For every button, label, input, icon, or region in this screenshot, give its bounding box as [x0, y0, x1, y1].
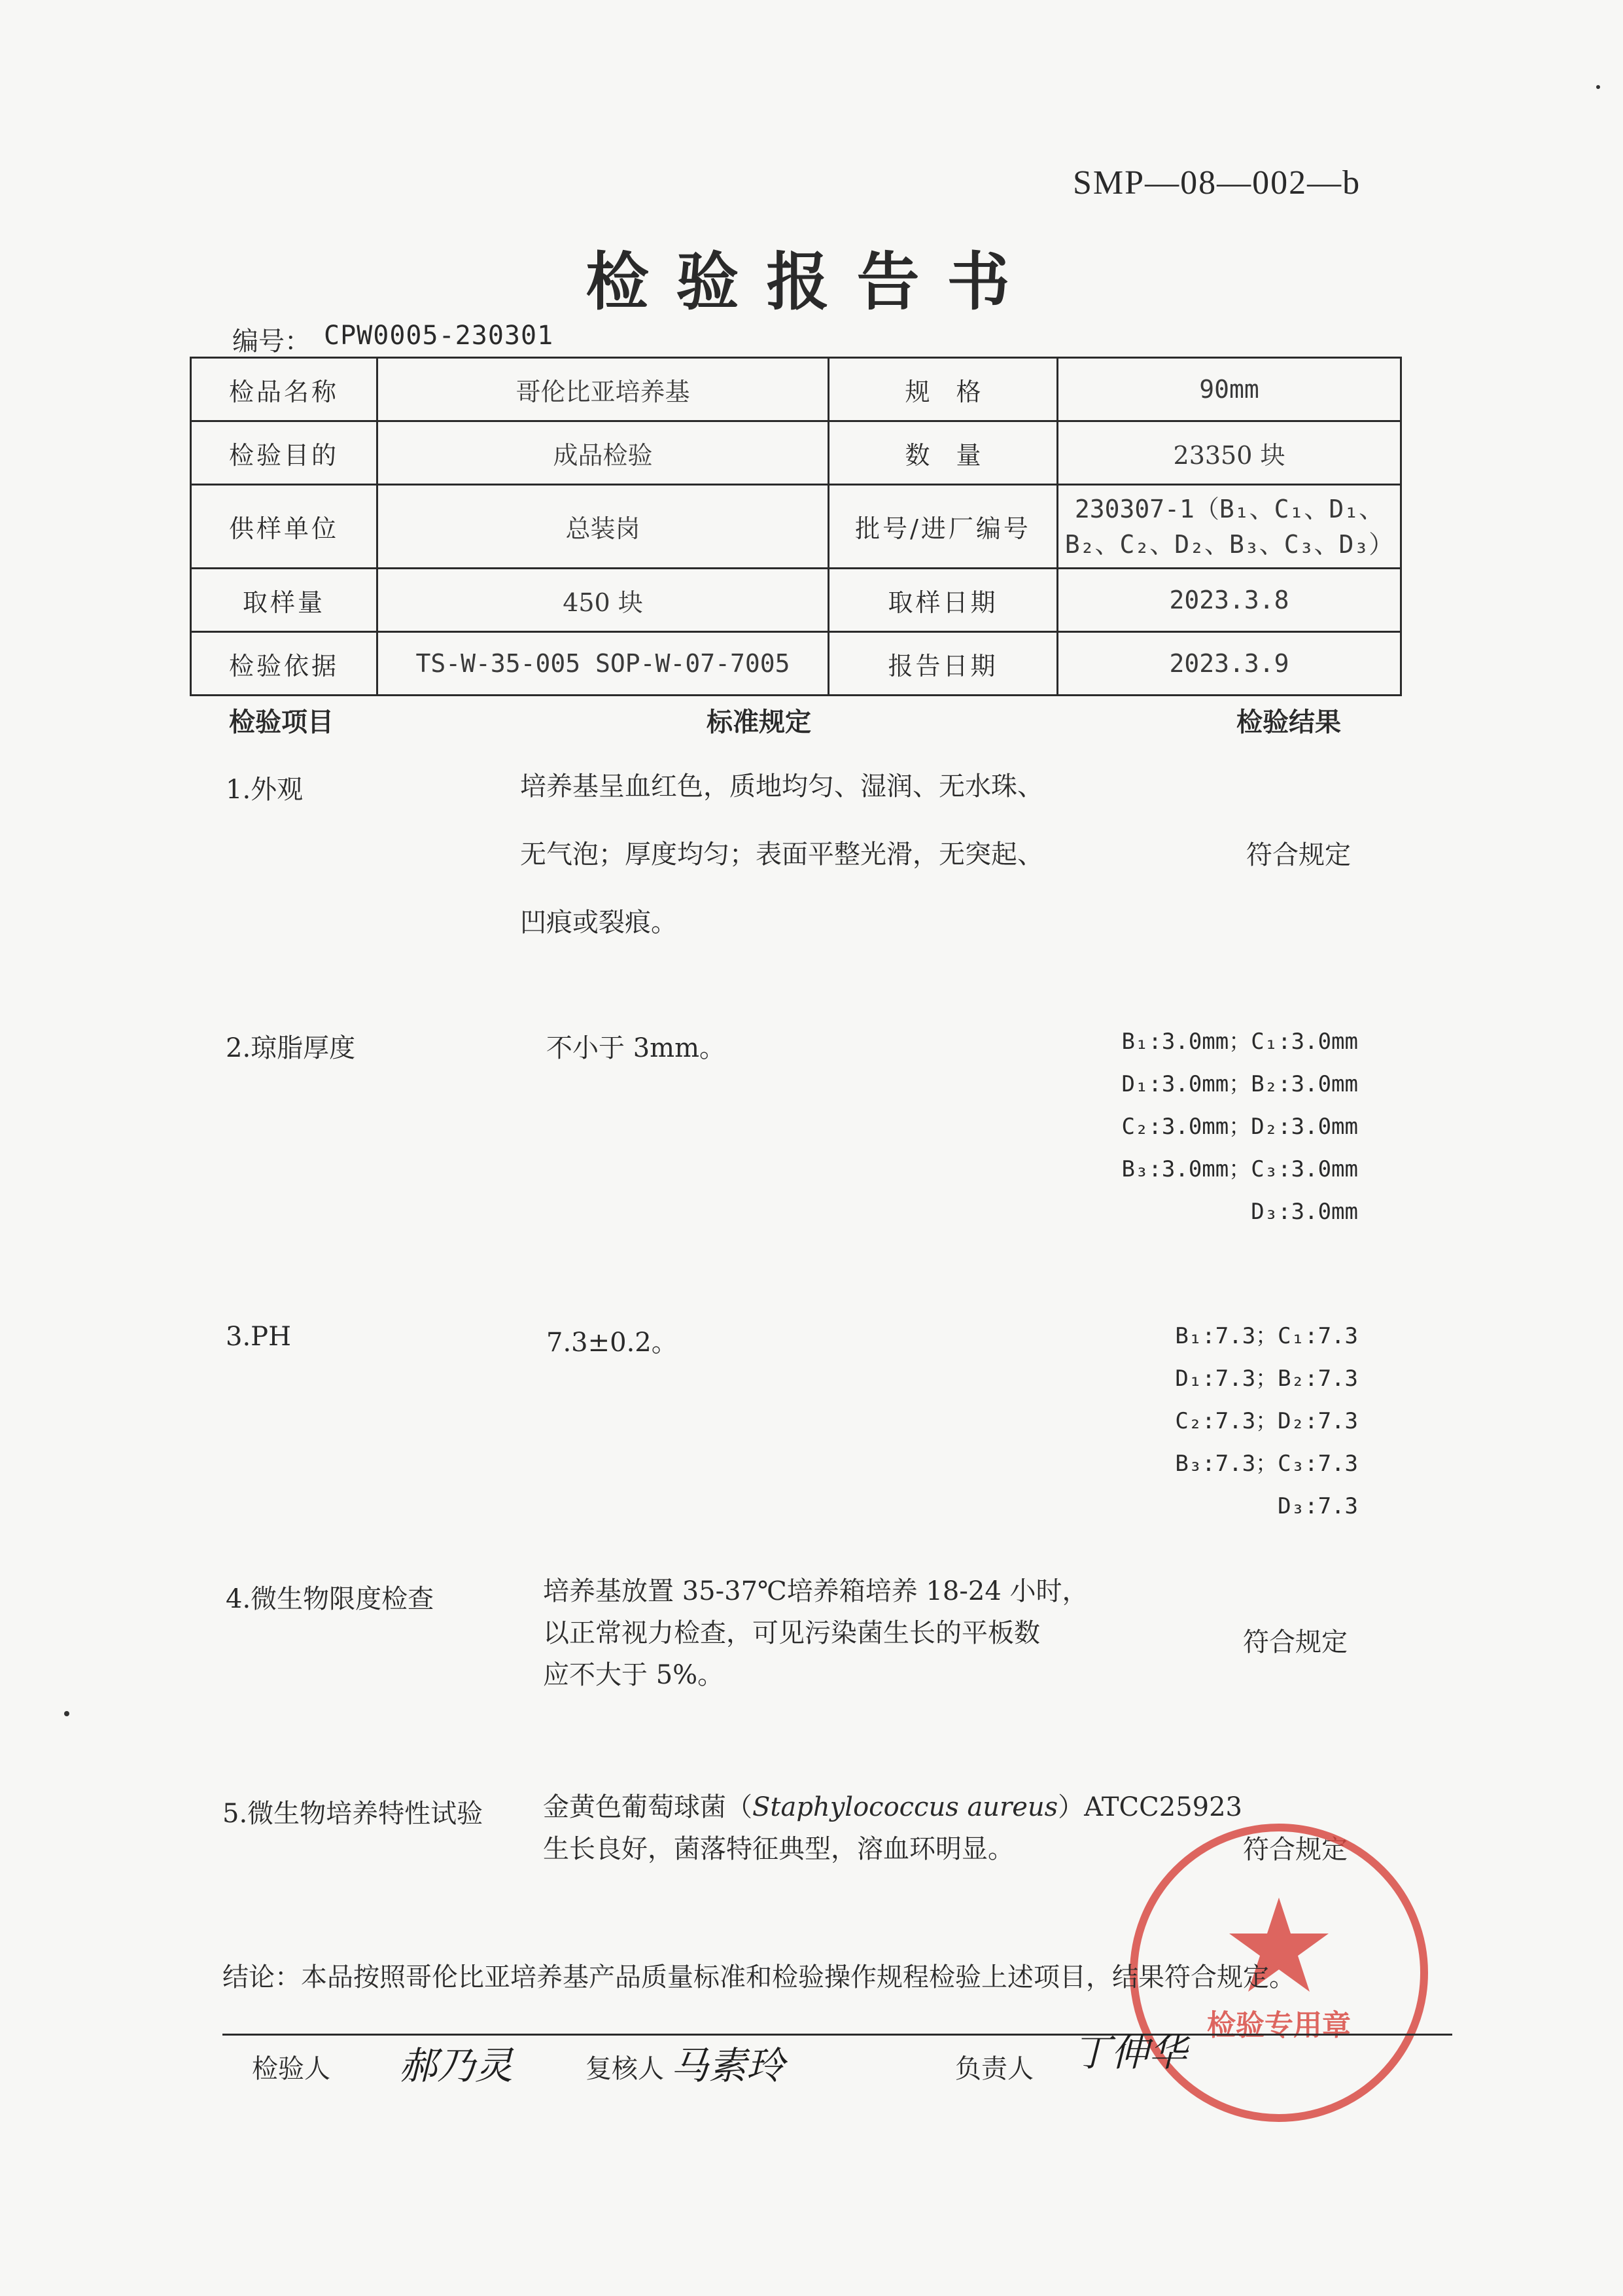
ph-result-line: D₁:7.3；B₂:7.3	[1175, 1366, 1358, 1392]
spec-label: 规格	[829, 358, 1058, 421]
ph-result-line: C₂:7.3；D₂:7.3	[1175, 1408, 1358, 1434]
sample-qty-label: 取样量	[191, 569, 377, 632]
appearance-standard-line: 凹痕或裂痕。	[520, 908, 677, 938]
item-thickness-name: 2.琼脂厚度	[226, 1033, 356, 1063]
ph-result-line: B₃:7.3；C₃:7.3	[1175, 1451, 1358, 1477]
item-ph-results	[1175, 1315, 1358, 1528]
info-row-basis	[191, 632, 1401, 696]
document-code: SMP—08—002—b	[1073, 164, 1361, 202]
supplier-label: 供样单位	[191, 485, 377, 569]
product-name-value: 哥伦比亚培养基	[377, 358, 829, 421]
column-header-standard: 标准规定	[707, 707, 811, 737]
scan-speck	[1596, 85, 1600, 89]
supplier-value: 总装岗	[377, 485, 829, 569]
serial-label: 编号：	[232, 327, 311, 357]
batch-line-1: 230307-1（B₁、C₁、D₁、	[1074, 494, 1384, 523]
item-appearance-name: 1.外观	[226, 775, 304, 805]
spec-value: 90mm	[1058, 358, 1401, 421]
purpose-value: 成品检验	[377, 421, 829, 485]
info-row-supplier	[191, 485, 1401, 569]
item-thickness-results	[1121, 1021, 1358, 1233]
column-header-item: 检验项目	[229, 707, 334, 737]
ph-result-line: D₃:7.3	[1278, 1493, 1358, 1519]
manager-label: 负责人	[955, 2054, 1034, 2084]
batch-line-2: B₂、C₂、D₂、B₃、C₃、D₃）	[1064, 529, 1394, 559]
sample-qty-value: 450 块	[377, 569, 829, 632]
product-name-label: 检品名称	[191, 358, 377, 421]
culture-test-suffix: ）ATCC25923	[1058, 1792, 1242, 1822]
batch-value	[1058, 485, 1401, 569]
thickness-result-line: C₂:3.0mm；D₂:3.0mm	[1121, 1114, 1358, 1140]
item-ph-name: 3.PH	[226, 1322, 291, 1352]
quantity-value: 23350 块	[1058, 421, 1401, 485]
info-row-purpose	[191, 421, 1401, 485]
info-table	[190, 357, 1402, 696]
inspector-label: 检验人	[252, 2054, 330, 2084]
item-microbial-limit-standard	[543, 1570, 1132, 1696]
microbial-limit-standard-line: 应不大于 5%。	[543, 1660, 724, 1690]
thickness-result-line: B₃:3.0mm；C₃:3.0mm	[1121, 1156, 1358, 1182]
serial-number: CPW0005-230301	[324, 321, 554, 351]
report-date-label: 报告日期	[829, 632, 1058, 696]
conclusion: 结论：本品按照哥伦比亚培养基产品质量标准和检验操作规程检验上述项目，结果符合规定。	[222, 1962, 1295, 1992]
sample-date-label: 取样日期	[829, 569, 1058, 632]
item-culture-test-name: 5.微生物培养特性试验	[222, 1799, 483, 1829]
item-appearance-result: 符合规定	[1246, 840, 1351, 870]
item-culture-test-result: 符合规定	[1243, 1835, 1348, 1865]
info-row-sample	[191, 569, 1401, 632]
microbial-limit-standard-line: 以正常视力检查，可见污染菌生长的平板数	[543, 1618, 1040, 1648]
item-appearance-standard	[520, 752, 1070, 957]
reviewer-signature: 马素玲	[671, 2043, 785, 2088]
seal-label: 检验专用章	[1207, 2009, 1351, 2042]
basis-label: 检验依据	[191, 632, 377, 696]
quantity-label: 数量	[829, 421, 1058, 485]
culture-test-prefix: 金黄色葡萄球菌（	[543, 1792, 752, 1822]
item-microbial-limit-result: 符合规定	[1243, 1627, 1348, 1657]
culture-test-species: Staphylococcus aureus	[752, 1792, 1058, 1822]
sample-date-value: 2023.3.8	[1058, 569, 1401, 632]
thickness-result-line: B₁:3.0mm；C₁:3.0mm	[1121, 1029, 1358, 1055]
report-title: 检验报告书	[585, 245, 1038, 319]
thickness-result-line: D₁:3.0mm；B₂:3.0mm	[1121, 1071, 1358, 1097]
item-ph-standard: 7.3±0.2。	[546, 1328, 678, 1358]
appearance-standard-line: 培养基呈血红色，质地均匀、湿润、无水珠、	[520, 771, 1043, 802]
manager-signature: 丁伸华	[1073, 2030, 1187, 2075]
info-row-product	[191, 358, 1401, 421]
basis-value: TS-W-35-005 SOP-W-07-7005	[377, 632, 829, 696]
ph-result-line: B₁:7.3；C₁:7.3	[1175, 1323, 1358, 1349]
item-microbial-limit-name: 4.微生物限度检查	[226, 1584, 434, 1614]
report-date-value: 2023.3.9	[1058, 632, 1401, 696]
microbial-limit-standard-line: 培养基放置 35-37℃培养箱培养 18-24 小时，	[543, 1576, 1089, 1606]
column-header-result: 检验结果	[1236, 707, 1341, 737]
thickness-result-line: D₃:3.0mm	[1251, 1199, 1358, 1225]
reviewer-label: 复核人	[585, 2054, 664, 2084]
appearance-standard-line: 无气泡；厚度均匀；表面平整光滑，无突起、	[520, 839, 1043, 870]
culture-test-standard-line-2: 生长良好，菌落特征典型，溶血环明显。	[543, 1834, 1014, 1864]
purpose-label: 检验目的	[191, 421, 377, 485]
inspector-signature: 郝乃灵	[399, 2043, 514, 2088]
batch-label: 批号/进厂编号	[829, 485, 1058, 569]
item-thickness-standard: 不小于 3mm。	[546, 1033, 726, 1063]
scan-speck	[64, 1711, 69, 1716]
